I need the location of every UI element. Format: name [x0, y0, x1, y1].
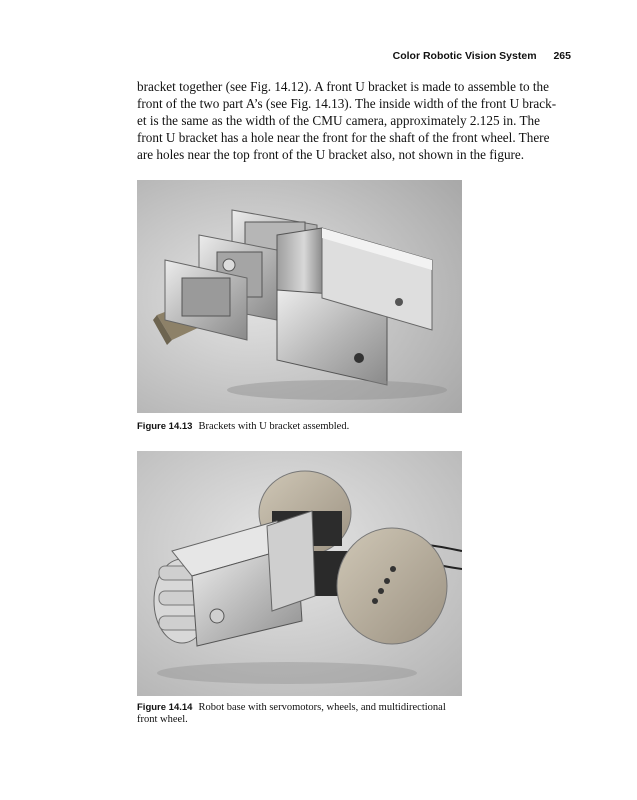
figure-label: Figure 14.13 — [137, 421, 193, 432]
body-paragraph — [137, 78, 571, 163]
running-head — [393, 50, 571, 62]
figure-caption-text: Brackets with U bracket assembled. — [198, 421, 350, 432]
body-line: bracket together (see Fig. 14.12). A front U bracket is made to assemble to the — [137, 79, 549, 94]
figure-14-13-photo — [137, 180, 462, 413]
body-line: et is the same as the width of the CMU camera, approximately 2.125 in. The — [137, 113, 540, 128]
figure-14-14-photo — [137, 451, 462, 696]
running-title: Color Robotic Vision System — [392, 50, 537, 62]
body-line: are holes near the top front of the U bracket also, not shown in the figure. — [137, 147, 525, 162]
figure-14-13-caption — [137, 421, 462, 433]
body-line: front U bracket has a hole near the front for the shaft of the front wheel. There — [137, 130, 550, 145]
figure-label: Figure 14.14 — [137, 702, 193, 713]
figure-14-14-caption — [137, 702, 462, 726]
figure-caption-text: Robot base with servomotors, wheels, and multidirectional front wheel. — [137, 702, 446, 725]
body-line: front of the two part A’s (see Fig. 14.13). The inside width of the front U brack- — [137, 96, 557, 111]
page-number: 265 — [553, 50, 571, 62]
